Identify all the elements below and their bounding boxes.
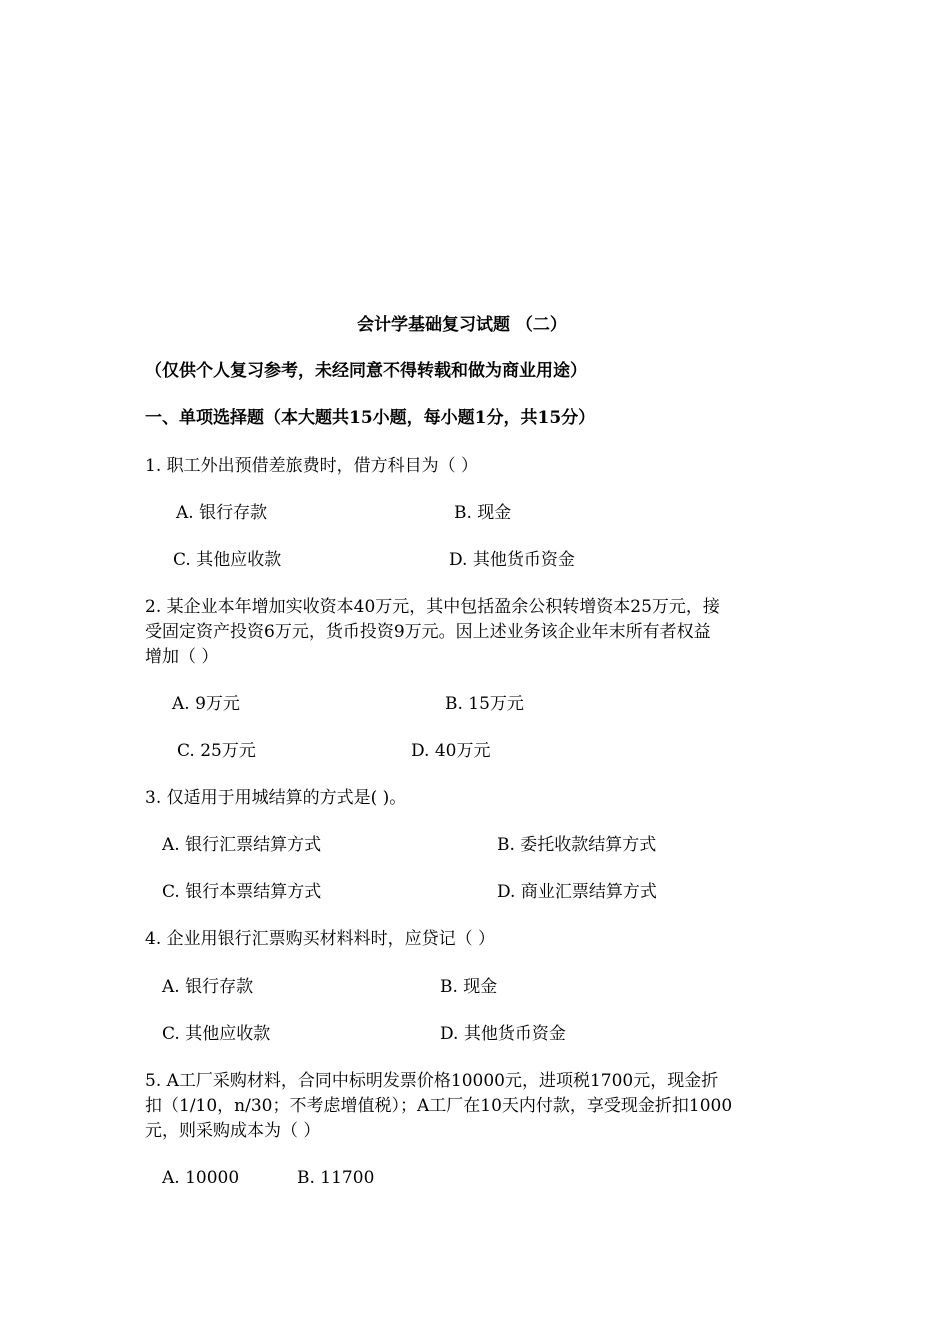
question-4-option-b: B. 现金 xyxy=(440,977,498,997)
question-3-stem: 3. 仅适用于用城结算的方式是( )。 xyxy=(145,788,407,808)
question-4-option-d: D. 其他货币资金 xyxy=(440,1024,566,1044)
question-2-option-d: D. 40万元 xyxy=(411,741,491,761)
question-4-stem: 4. 企业用银行汇票购买材料料时，应贷记（ ） xyxy=(145,929,496,949)
question-5-stem-line-1: 5. A工厂采购材料，合同中标明发票价格10000元，进项税1700元，现金折 xyxy=(145,1071,719,1091)
question-1-option-b: B. 现金 xyxy=(454,503,512,523)
question-5-option-b: B. 11700 xyxy=(297,1168,375,1188)
question-2-stem-line-2: 受固定资产投资6万元，货币投资9万元。因上述业务该企业年末所有者权益 xyxy=(145,622,711,642)
question-5-option-a: A. 10000 xyxy=(162,1168,240,1188)
question-2-stem-line-3: 增加（ ） xyxy=(145,647,219,667)
question-4-option-c: C. 其他应收款 xyxy=(162,1024,271,1044)
question-5-stem-line-3: 元，则采购成本为（ ） xyxy=(145,1121,321,1141)
question-3-option-c: C. 银行本票结算方式 xyxy=(162,882,322,902)
question-2-option-b: B. 15万元 xyxy=(445,694,524,714)
question-2-stem-line-1: 2. 某企业本年增加实收资本40万元，其中包括盈余公积转增资本25万元，接 xyxy=(145,597,720,617)
question-2-option-c: C. 25万元 xyxy=(177,741,256,761)
question-3-option-b: B. 委托收款结算方式 xyxy=(497,835,657,855)
question-4-option-a: A. 银行存款 xyxy=(162,977,254,997)
question-1-stem: 1. 职工外出预借差旅费时，借方科目为（ ） xyxy=(145,456,479,476)
copyright-notice: （仅供个人复习参考，未经同意不得转载和做为商业用途） xyxy=(145,361,587,381)
document-title: 会计学基础复习试题 （二） xyxy=(357,315,567,335)
question-1-option-a: A. 银行存款 xyxy=(176,503,268,523)
question-1-option-d: D. 其他货币资金 xyxy=(449,550,575,570)
question-2-option-a: A. 9万元 xyxy=(172,694,240,714)
question-1-option-c: C. 其他应收款 xyxy=(173,550,282,570)
question-5-stem-line-2: 扣（1/10，n/30；不考虑增值税）；A工厂在10天内付款，享受现金折扣1000 xyxy=(145,1096,733,1116)
section-heading: 一、单项选择题（本大题共15小题，每小题1分，共15分） xyxy=(145,408,596,428)
question-3-option-a: A. 银行汇票结算方式 xyxy=(162,835,322,855)
question-3-option-d: D. 商业汇票结算方式 xyxy=(497,882,657,902)
